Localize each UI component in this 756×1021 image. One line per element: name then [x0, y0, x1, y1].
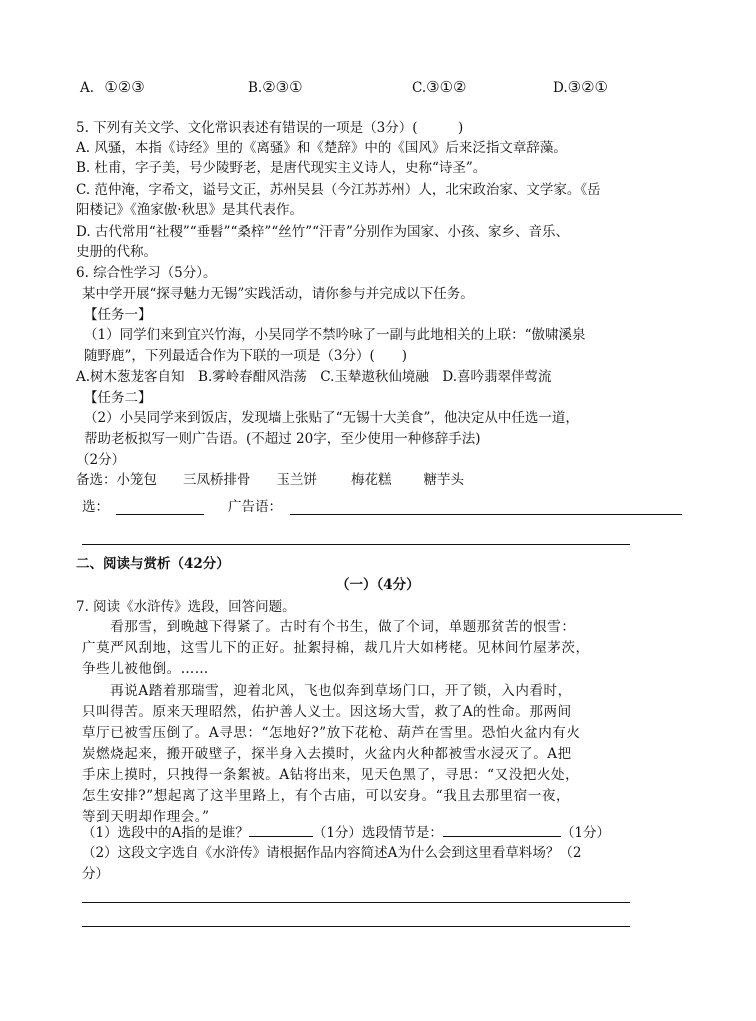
q7-passage-line: 炭燃烧起来，搬开破壁子，探半身入去摸时，火盆内火种都被雪水浸灭了。A把	[82, 746, 572, 762]
q7-sub1-blank-plot[interactable]	[443, 822, 561, 837]
q6-task1-question-line1: （1）同学们来到宜兴竹海，小吴同学不禁吟咏了一副与此地相关的上联：“傲啸溪泉	[84, 327, 586, 343]
q4-option-b[interactable]	[248, 77, 303, 98]
q4-option-a[interactable]	[80, 77, 145, 98]
q7-sub1-plot-label: （1分）选段情节是：	[312, 825, 443, 841]
q7-sub1-score: （1分）	[560, 825, 611, 841]
q6-task2-question-line2: 帮助老板拟写一则广告语。(不超过 20字，至少使用一种修辞手法)	[84, 431, 481, 447]
q7-passage-line: 等到天明却作理会。”	[82, 809, 210, 825]
q6-task2-title: 【任务二】	[84, 390, 152, 406]
food-item: 三凤桥排骨	[183, 472, 251, 488]
q4-option-a-value: ①②③	[104, 78, 145, 96]
q5-option-a[interactable]: A. 风骚，本指《诗经》里的《离骚》和《楚辞》中的《国风》后来泛指文章辞藻。	[76, 140, 567, 156]
q4-option-b-letter: B.	[248, 80, 263, 96]
q7-sub1-blank-who[interactable]	[249, 822, 313, 837]
q5-option-b[interactable]: B. 杜甫，字子美，号少陵野老，是唐代现实主义诗人，史称“诗圣”。	[76, 160, 487, 176]
q4-option-c[interactable]	[412, 77, 466, 98]
q7-sub1	[82, 822, 610, 843]
q7-passage-line: 广莫严风刮地，这雪儿下的正好。扯絮挦棉，裁几片大如栲栳。见林间竹屋茅茨，	[82, 640, 590, 656]
q6-task2-score: （2分）	[76, 452, 126, 468]
q7-passage-line: 怎生安排?”想起离了这半里路上，有个古庙，可以安身。“我且去那里宿一夜，	[82, 788, 571, 804]
q5-option-d-line1[interactable]: D. 古代常用“社稷”“垂髫”“桑梓”“丝竹”“汗青”分别作为国家、小孩、家乡、音乐、	[76, 224, 569, 240]
q6-backup-label: 备选：	[76, 472, 117, 488]
q6-intro: 某中学开展“探寻魅力无锡”实践活动，请你参与并完成以下任务。	[82, 286, 474, 302]
q7-passage-line: 只叫得苦。原来天理昭然，佑护善人义士。因这场大雪，救了A的性命。那两间	[82, 704, 572, 720]
q5-option-d-line2: 史册的代称。	[76, 244, 157, 260]
q6-backup-row	[76, 470, 464, 490]
q7-answer-line[interactable]	[82, 902, 630, 903]
food-item: 梅花糕	[351, 472, 392, 488]
q4-option-d-letter: D.	[553, 80, 568, 96]
q5-option-c-line1[interactable]: C. 范仲淹，字希文，谥号文正，苏州吴县（今江苏苏州）人，北宋政治家、文学家。《岳	[76, 182, 601, 198]
q4-option-a-letter: A.	[80, 80, 95, 96]
food-item: 小笼包	[116, 472, 157, 488]
q4-option-d[interactable]	[553, 77, 608, 98]
q7-passage-line: 再说A踏着那瑞雪，迎着北风，飞也似奔到草场门口，开了锁，入内看时，	[82, 683, 572, 699]
q7-passage-line: 争些儿被他倒。……	[82, 661, 209, 677]
q4-option-c-value: ③①②	[426, 78, 467, 96]
q5-option-c-line2: 阳楼记》《渔家傲·秋思》是其代表作。	[76, 202, 304, 218]
ad-answer-blank-line2[interactable]	[82, 544, 630, 545]
q7-stem: 7. 阅读《水浒传》选段，回答问题。	[76, 599, 296, 615]
q6-choose-label: 选：	[82, 499, 109, 515]
q6-task1-title: 【任务一】	[84, 307, 152, 323]
q6-task1-options[interactable]: A.树木葱茏客自知 B.雾岭春酣风浩荡 C.玉辇遨秋仙境融 D.喜吟翡翠伴莺流	[76, 369, 552, 385]
q5-stem: 5. 下列有关文学、文化常识表述有错误的一项是（3分）( )	[76, 120, 464, 136]
q4-option-b-value: ②③①	[262, 78, 303, 96]
q6-task2-question-line1: （2）小吴同学来到饭店，发现墙上张贴了“无锡十大美食”，他决定从中任选一道，	[84, 410, 579, 426]
q4-option-d-value: ③②①	[567, 78, 608, 96]
q7-passage-line: 看那雪，到晚越下得紧了。古时有个书生，做了个词，单题那贫苦的恨雪：	[82, 619, 576, 635]
q7-sub2-line2: 分）	[82, 866, 109, 882]
q4-option-c-letter: C.	[412, 80, 427, 96]
ad-answer-blank[interactable]	[290, 514, 682, 515]
q7-passage-line: 手床上摸时，只拽得一条絮被。A钻将出来，见天色黑了，寻思：“又没把火处，	[82, 767, 580, 783]
section2-subtitle: （一）（4分）	[336, 577, 420, 593]
q7-sub1-question: （1）选段中的A指的是谁？	[82, 825, 249, 841]
q7-answer-line[interactable]	[82, 926, 630, 927]
q6-stem: 6. 综合性学习（5分）。	[76, 265, 217, 281]
food-item: 玉兰饼	[276, 472, 317, 488]
q7-sub2-line1: （2）这段文字选自《水浒传》请根据作品内容简述A为什么会到这里看草料场？（2	[82, 845, 582, 861]
q6-ad-label: 广告语：	[228, 499, 282, 515]
food-item: 糖芋头	[423, 472, 464, 488]
q6-task1-question-line2: 随野鹿”，下列最适合作为下联的一项是（3分）( )	[84, 348, 408, 364]
q7-passage-line: 草厅已被雪压倒了。A寻思：“怎地好?”放下花枪、葫芦在雪里。恐怕火盆内有火	[82, 725, 581, 741]
choose-answer-blank[interactable]	[116, 514, 204, 515]
section2-title: 二、阅读与赏析（42分）	[76, 556, 230, 572]
